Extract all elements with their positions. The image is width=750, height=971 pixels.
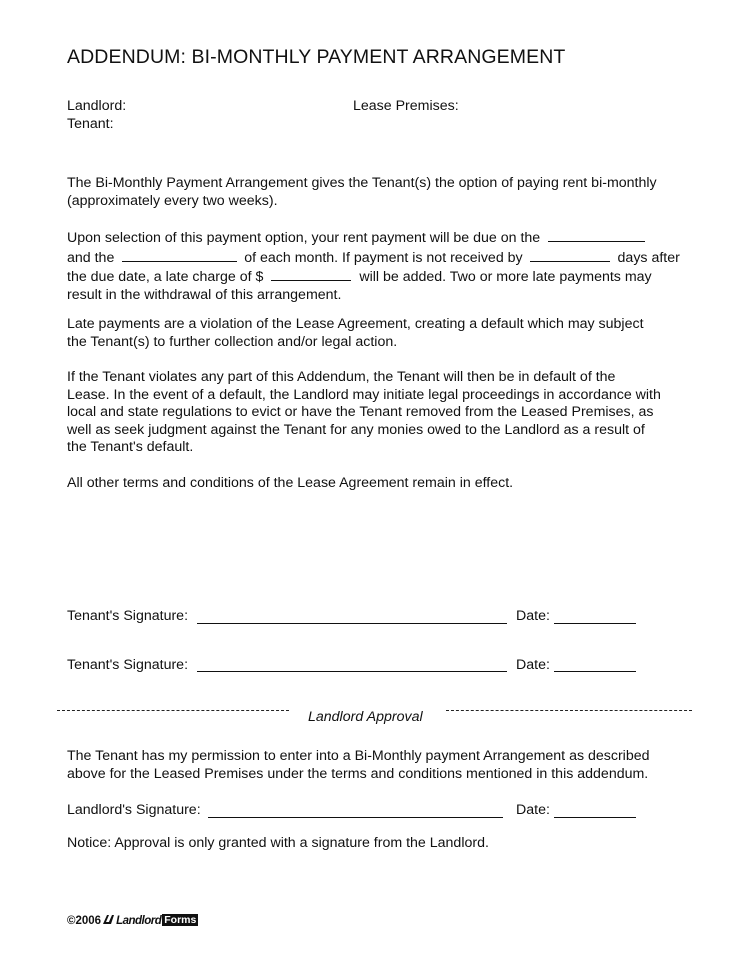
divider-left <box>57 710 289 711</box>
date-line-2[interactable] <box>554 671 636 672</box>
lease-premises-label: Lease Premises: <box>353 98 459 114</box>
logo-text: Landlord <box>116 915 162 927</box>
paragraph-other-terms <box>67 475 692 493</box>
tenant-signature-label-1: Tenant's Signature: <box>67 608 189 624</box>
date-label-3: Date: <box>516 802 550 818</box>
paragraph-line: Lease. In the event of a default, the Landlord may initiate legal proceedings in accordance with <box>67 386 661 403</box>
paragraph-line: local and state regulations to evict or have the Tenant removed from the Leased Premises, as <box>67 404 654 421</box>
paragraph-text: will be added. Two or more late payments may <box>359 269 652 286</box>
tenant-signature-label-2: Tenant's Signature: <box>67 657 189 673</box>
landlord-logo-icon <box>102 914 115 925</box>
landlord-signature-label: Landlord's Signature: <box>67 802 201 818</box>
landlord-signature-line[interactable] <box>208 817 503 818</box>
paragraph-default <box>67 369 692 457</box>
paragraph-line: Late payments are a violation of the Lease Agreement, creating a default which may subject <box>67 316 644 332</box>
paragraph-line <box>67 228 692 248</box>
late-charge-blank[interactable] <box>271 267 351 281</box>
paragraph-payment-terms <box>67 228 692 304</box>
date-label-2: Date: <box>516 657 550 673</box>
paragraph-text: of each month. If payment is not received by <box>244 249 523 266</box>
paragraph-line: the Tenant(s) to further collection and/or legal action. <box>67 333 398 350</box>
paragraph-line <box>67 267 692 287</box>
second-due-date-blank[interactable] <box>122 248 237 262</box>
landlord-approval-heading: Landlord Approval <box>308 709 423 725</box>
footer-copyright <box>67 914 198 928</box>
paragraph-line: well as seek judgment against the Tenant for any monies owed to the Landlord as a result of <box>67 421 645 438</box>
paragraph-line: All other terms and conditions of the Lease Agreement remain in effect. <box>67 475 514 491</box>
logo-box-text: Forms <box>164 914 197 926</box>
due-date-blank[interactable] <box>548 228 645 242</box>
paragraph-line: result in the withdrawal of this arrangement. <box>67 286 342 303</box>
paragraph-late-payments <box>67 316 692 351</box>
paragraph-line: The Tenant has my permission to enter into a Bi-Monthly payment Arrangement as described <box>67 748 650 764</box>
paragraph-text: the due date, a late charge of $ <box>67 269 264 286</box>
paragraph-line: (approximately every two weeks). <box>67 192 278 209</box>
landlord-label: Landlord: <box>67 98 127 114</box>
paragraph-line: The Bi-Monthly Payment Arrangement gives the Tenant(s) the option of paying rent bi-monthly <box>67 175 657 191</box>
tenant-signature-line-1[interactable] <box>197 623 507 624</box>
divider-right <box>446 710 692 711</box>
paragraph-line: above for the Leased Premises under the terms and conditions mentioned in this addendum. <box>67 765 649 782</box>
date-line-1[interactable] <box>554 623 636 624</box>
approval-notice: Notice: Approval is only granted with a signature from the Landlord. <box>67 835 489 851</box>
tenant-label: Tenant: <box>67 116 114 132</box>
tenant-signature-line-2[interactable] <box>197 671 507 672</box>
paragraph-approval <box>67 748 692 783</box>
paragraph-intro <box>67 175 692 210</box>
paragraph-text: days after <box>617 249 680 266</box>
grace-days-blank[interactable] <box>530 248 610 262</box>
paragraph-line <box>67 248 692 268</box>
date-line-3[interactable] <box>554 817 636 818</box>
copyright-text: ©2006 <box>67 915 102 927</box>
paragraph-text: Upon selection of this payment option, your rent payment will be due on the <box>67 230 541 246</box>
paragraph-text: and the <box>67 249 115 266</box>
paragraph-line: the Tenant's default. <box>67 439 194 456</box>
date-label-1: Date: <box>516 608 550 624</box>
document-title: ADDENDUM: BI-MONTHLY PAYMENT ARRANGEMENT <box>67 46 566 68</box>
paragraph-line: If the Tenant violates any part of this Addendum, the Tenant will then be in default of the <box>67 369 616 385</box>
